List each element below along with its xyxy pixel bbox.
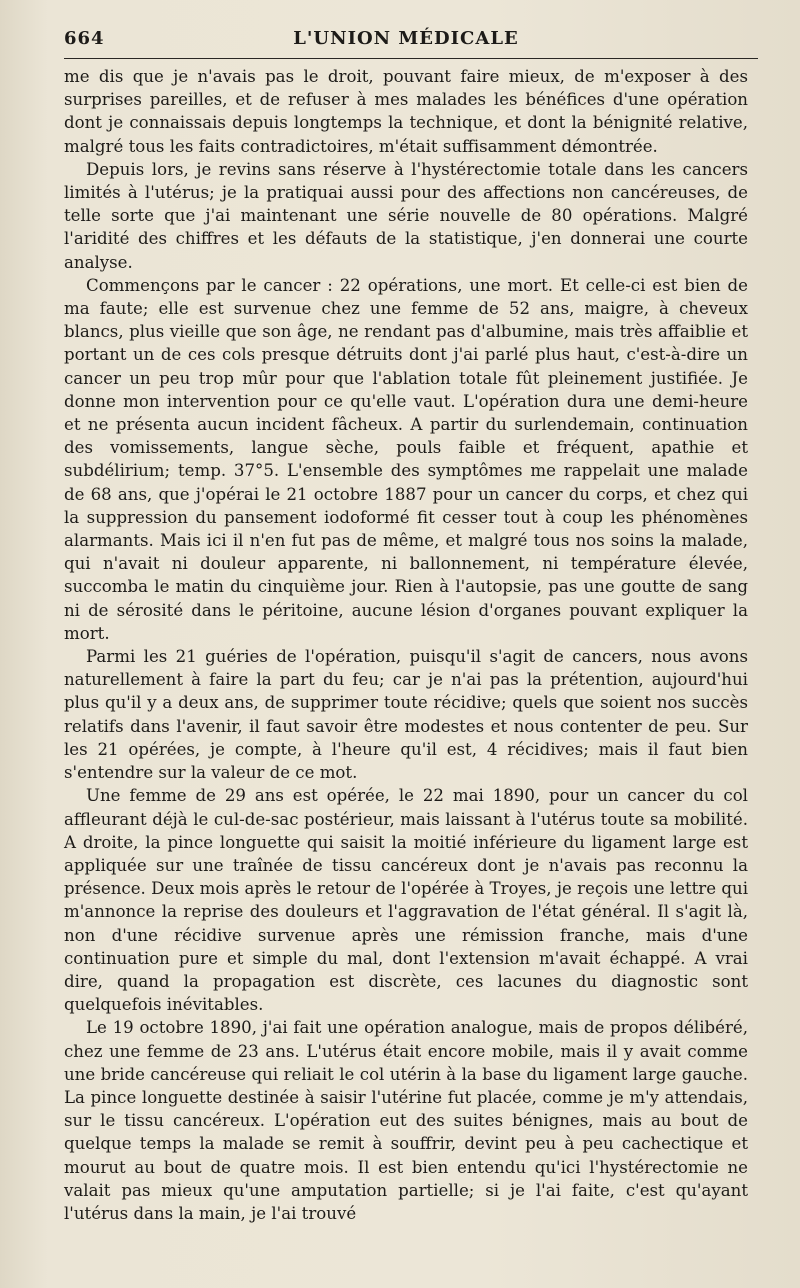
paragraph: Depuis lors, je revins sans réserve à l'hystérectomie totale dans les cancers limités à l'utérus; je la pratiquai aussi pour des affections non cancéreuses, de telle sorte que j'ai maintenant une série nouvelle de 80 opérations. Malgré l'aridité des chiffres et les défauts de la statistique, j'en donnerai une courte analyse. [64, 159, 748, 272]
header-rule [64, 58, 758, 59]
paragraph: Le 19 octobre 1890, j'ai fait une opération analogue, mais de propos délibéré, chez une femme de 23 ans. L'utérus était encore mobile, mais il y avait comme une bride cancéreuse qui reliait le col utérin à la base du ligament large gauche. La pince longuette destinée à saisir l'utérine fut placée, comme je m'y attendais, sur le tissu cancéreux. L'opération eut des suites bénignes, mais au bout de quelque temps la malade se remit à souffrir, devint peu à peu cachectique et mourut au bout de quatre mois. Il est bien entendu qu'ici l'hystérectomie ne valait pas mieux qu'une amputation partielle; si je l'ai faite, c'est qu'ayant l'utérus dans la main, je l'ai trouvé [64, 1018, 748, 1223]
body-text [64, 65, 748, 1225]
paragraph: Parmi les 21 guéries de l'opération, puisqu'il s'agit de cancers, nous avons naturellement à faire la part du feu; car je n'ai pas la prétention, aujourd'hui plus qu'il y a deux ans, de supprimer toute récidive; quels que soient nos succès relatifs dans l'avenir, il faut savoir être modestes et nous contenter de peu. Sur les 21 opérées, je compte, à l'heure qu'il est, 4 récidives; mais il faut bien s'entendre sur la valeur de ce mot. [64, 647, 748, 783]
running-title: L'UNION MÉDICALE [293, 28, 519, 49]
paragraph: Une femme de 29 ans est opérée, le 22 mai 1890, pour un cancer du col affleurant déjà le cul-de-sac postérieur, mais laissant à l'utérus toute sa mobilité. A droite, la pince longuette qui saisit la moitié inférieure du ligament large est appliquée sur une traînée de tissu cancéreux dont je n'avais pas reconnu la présence. Deux mois après le retour de l'opérée à Troyes, je reçois une lettre qui m'annonce la reprise des douleurs et l'aggravation de l'état général. Il s'agit là, non d'une récidive survenue après une rémission franche, mais d'une continuation pure et simple du mal, dont l'extension m'avait échappé. A vrai dire, quand la propagation est discrète, ces lacunes du diagnostic sont quelquefois inévitables. [64, 786, 748, 1015]
paragraph: Commençons par le cancer : 22 opérations, une mort. Et celle-ci est bien de ma faute; elle est survenue chez une femme de 52 ans, maigre, à cheveux blancs, plus vieille que son âge, ne rendant pas d'albumine, mais très affaiblie et portant un de ces cols presque détruits dont j'ai parlé plus haut, c'est-à-dire un cancer un peu trop mûr pour que l'ablation totale fût pleinement justifiée. Je donne mon intervention pour ce qu'elle vaut. L'opération dura une demi-heure et ne présenta aucun incident fâcheux. A partir du surlendemain, continuation des vomissements, langue sèche, pouls faible et fréquent, apathie et subdélirium; temp. 37°5. L'ensemble des symptômes me rappelait une malade de 68 ans, que j'opérai le 21 octobre 1887 pour un cancer du corps, et chez qui la suppression du pansement iodoformé fit cesser tout à coup les phénomènes alarmants. Mais ici il n'en fut pas de même, et malgré tous nos soins la malade, qui n'avait ni douleur apparente, ni ballonnement, ni température élevée, succomba le matin du cinquième jour. Rien à l'autopsie, pas une goutte de sang ni de sérosité dans le péritoine, aucune lésion d'organes pouvant expliquer la mort. [64, 275, 748, 643]
paragraph-continued: me dis que je n'avais pas le droit, pouvant faire mieux, de m'exposer à des surprises pareilles, et de refuser à mes malades les bénéfices d'une opération dont je connaissais depuis longtemps la technique, et dont la bénignité relative, malgré tous les faits contradictoires, m'était suffisamment démontrée. [64, 67, 748, 156]
running-header [64, 24, 748, 54]
page-number: 664 [64, 28, 105, 49]
